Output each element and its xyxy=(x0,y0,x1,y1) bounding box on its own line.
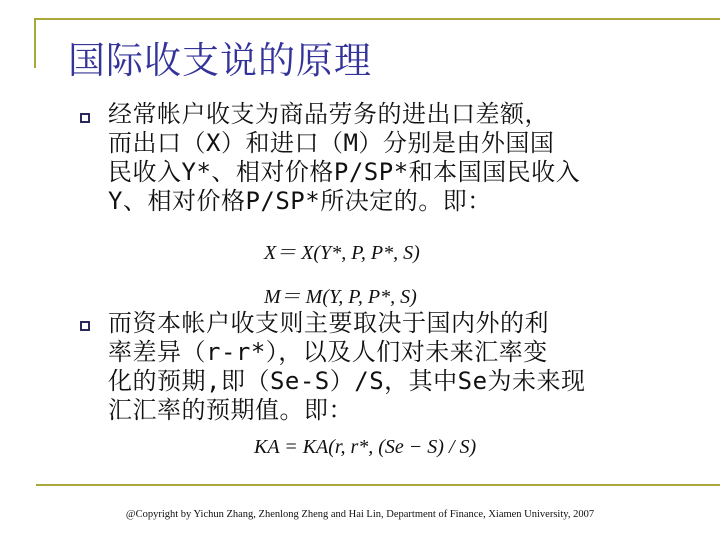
bullet-2-text: 而资本帐户收支则主要取决于国内外的利 率差异（r-r*），以及人们对未来汇率变 化的预期,即（Se-S）/S，其中Se为未来现 汇汇率的预期值。即： xyxy=(108,309,586,424)
bullet-square-icon xyxy=(80,321,90,331)
title-decoration-horizontal-line xyxy=(34,18,720,20)
footer-divider-line xyxy=(36,484,720,486)
formula-capital-account: KA = KA(r, r*, (Se − S) / S) xyxy=(254,436,477,458)
bullet-square-icon xyxy=(80,113,90,123)
bullet-1-text: 经常帐户收支为商品劳务的进出口差额， 而出口（X）和进口（M）分别是由外国国 民收入Y*、相对价格P/SP*和本国国民收入 Y、相对价格P/SP*所决定的。即： xyxy=(108,100,581,215)
formula-exports: X＝ X(Y*, P, P*, S) xyxy=(264,242,420,264)
slide-title: 国际收支说的原理 xyxy=(68,39,372,82)
footer-copyright: @Copyright by Yichun Zhang, Zhenlong Zheng and Hai Lin, Department of Finance, Xiamen University, 2007 xyxy=(125,509,595,520)
title-decoration-vertical-line xyxy=(34,18,36,68)
formula-imports: M＝ M(Y, P, P*, S) xyxy=(264,286,417,308)
